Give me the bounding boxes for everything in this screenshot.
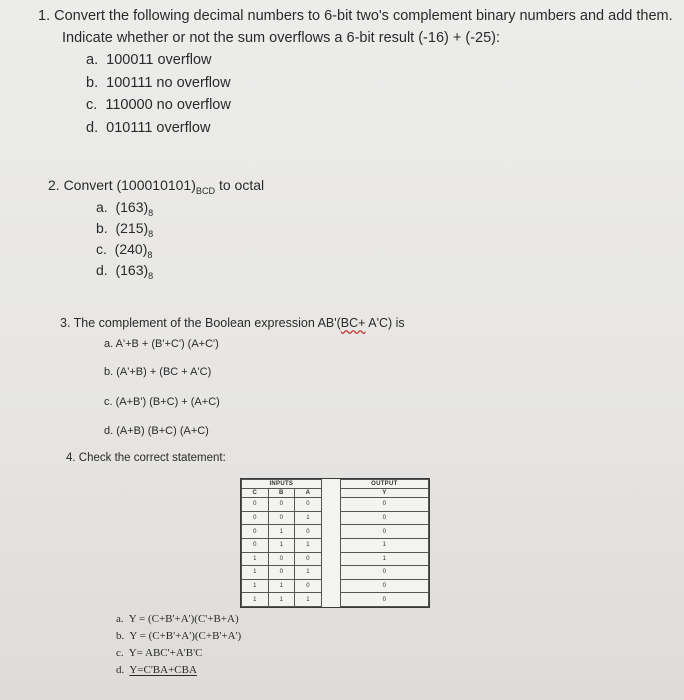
table-row xyxy=(242,566,429,580)
table-cell: 0 xyxy=(295,498,322,512)
q2-option-a[interactable] xyxy=(96,199,153,218)
q3-prefix: 3. The complement of the Boolean expression AB'( xyxy=(60,316,341,330)
q3-underlined: BC+ xyxy=(340,316,366,330)
table-cell: 1 xyxy=(242,552,269,566)
q2-subscript: BCD xyxy=(195,185,216,196)
option-text: (A'+B) + (BC + A'C) xyxy=(116,366,212,378)
option-text: Y = (C+B'+A')(C'+B+A) xyxy=(128,613,239,625)
table-row xyxy=(242,525,429,539)
option-letter: c. xyxy=(86,97,98,113)
option-letter: d. xyxy=(86,120,99,136)
table-cell: 0 xyxy=(242,511,269,525)
column-header-a: A xyxy=(295,489,322,498)
q1-line1: 1. Convert the following decimal numbers to 6-bit two's complement binary numbers and add them. xyxy=(38,8,673,24)
option-letter: b. xyxy=(104,366,114,378)
option-text: Y = (C+B'+A')(C+B'+A') xyxy=(129,630,242,642)
option-letter: d. xyxy=(104,425,114,437)
option-value: (240) xyxy=(114,241,148,257)
option-base: 8 xyxy=(148,228,154,239)
option-base: 8 xyxy=(147,249,153,260)
q4-option-b[interactable] xyxy=(116,630,241,642)
q1-option-a[interactable] xyxy=(86,52,212,68)
column-header-b: B xyxy=(268,489,295,498)
table-cell: 0 xyxy=(340,566,428,580)
q2-suffix: to octal xyxy=(215,177,265,193)
option-value: (163) xyxy=(115,262,149,278)
table-cell: 1 xyxy=(268,538,295,552)
option-letter: c. xyxy=(116,647,124,659)
option-letter: a. xyxy=(86,52,99,68)
option-text: (A+B) (B+C) (A+C) xyxy=(116,425,209,437)
q4-option-d[interactable] xyxy=(116,664,197,676)
table-cell: 0 xyxy=(268,511,295,525)
option-letter: a. xyxy=(96,199,108,215)
table-cell: 0 xyxy=(242,538,269,552)
option-letter: a. xyxy=(104,338,114,350)
option-letter: a. xyxy=(116,613,124,625)
q2-option-c[interactable] xyxy=(96,241,152,260)
table-cell: 0 xyxy=(268,498,295,512)
table-cell: 0 xyxy=(340,579,428,593)
inputs-header: INPUTS xyxy=(242,480,322,489)
option-letter: c. xyxy=(96,241,107,257)
table-cell: 0 xyxy=(295,579,322,593)
table-cell: 1 xyxy=(268,593,295,607)
column-header-y: Y xyxy=(340,489,428,498)
q3-suffix: A'C) is xyxy=(365,316,405,330)
table-cell: 0 xyxy=(242,498,269,512)
output-header: OUTPUT xyxy=(340,480,428,489)
table-cell: 0 xyxy=(340,593,428,607)
q2-option-d[interactable] xyxy=(96,262,153,281)
table-cell: 1 xyxy=(242,579,269,593)
q2-stem xyxy=(48,177,264,196)
q2-option-b[interactable] xyxy=(96,220,153,239)
q3-stem xyxy=(60,316,405,330)
q1-option-c[interactable] xyxy=(86,97,231,113)
table-cell: 1 xyxy=(340,538,428,552)
option-text: 010111 overflow xyxy=(106,120,211,136)
option-letter: b. xyxy=(96,220,108,236)
truth-table xyxy=(240,478,430,608)
column-header-c: C xyxy=(242,489,269,498)
table-row xyxy=(242,552,429,566)
table-row xyxy=(242,498,429,512)
q1-option-b[interactable] xyxy=(86,75,231,91)
option-text: 100111 no overflow xyxy=(106,75,231,91)
table-cell: 0 xyxy=(242,525,269,539)
option-letter: b. xyxy=(86,75,99,91)
table-cell: 1 xyxy=(242,566,269,580)
table-cell: 1 xyxy=(242,593,269,607)
option-text: (A+B') (B+C) + (A+C) xyxy=(115,396,220,408)
table-cell: 0 xyxy=(340,498,428,512)
q1-line2: Indicate whether or not the sum overflows a 6-bit result (-16) + (-25): xyxy=(62,30,501,46)
table-row xyxy=(242,511,429,525)
table-cell: 1 xyxy=(340,552,428,566)
q1-option-d[interactable] xyxy=(86,120,210,136)
table-cell: 1 xyxy=(268,525,295,539)
option-value: (215) xyxy=(115,220,149,236)
q3-option-b[interactable] xyxy=(104,366,211,378)
table-cell: 1 xyxy=(295,593,322,607)
option-base: 8 xyxy=(148,207,154,218)
option-letter: d. xyxy=(116,664,125,676)
option-letter: d. xyxy=(96,262,108,278)
table-row xyxy=(242,538,429,552)
table-cell: 1 xyxy=(295,566,322,580)
table-cell: 1 xyxy=(268,579,295,593)
option-letter: b. xyxy=(116,630,125,642)
option-value: (163) xyxy=(115,199,149,215)
option-text: Y=C'BA+CBA xyxy=(129,664,197,676)
q3-option-d[interactable] xyxy=(104,425,209,437)
option-letter: c. xyxy=(104,396,113,408)
table-cell: 0 xyxy=(268,552,295,566)
option-text: Y= ABC'+A'B'C xyxy=(128,647,203,659)
table-cell: 0 xyxy=(340,525,428,539)
q2-prefix: 2. Convert (100010101) xyxy=(48,177,196,193)
option-text: A'+B + (B'+C') (A+C') xyxy=(115,338,219,350)
option-text: 100011 overflow xyxy=(106,52,212,68)
option-base: 8 xyxy=(148,270,154,281)
q3-option-c[interactable] xyxy=(104,396,220,408)
table-row xyxy=(242,593,429,607)
table-cell: 1 xyxy=(295,538,322,552)
table-cell: 0 xyxy=(295,552,322,566)
table-row xyxy=(242,579,429,593)
q3-option-a[interactable] xyxy=(104,338,219,350)
table-cell: 0 xyxy=(340,511,428,525)
option-text: 110000 no overflow xyxy=(105,97,231,113)
q4-option-c[interactable] xyxy=(116,647,202,659)
table-cell: 0 xyxy=(295,525,322,539)
q4-stem: 4. Check the correct statement: xyxy=(66,452,226,464)
table-cell: 1 xyxy=(295,511,322,525)
table-cell: 0 xyxy=(268,566,295,580)
q4-option-a[interactable] xyxy=(116,613,239,625)
